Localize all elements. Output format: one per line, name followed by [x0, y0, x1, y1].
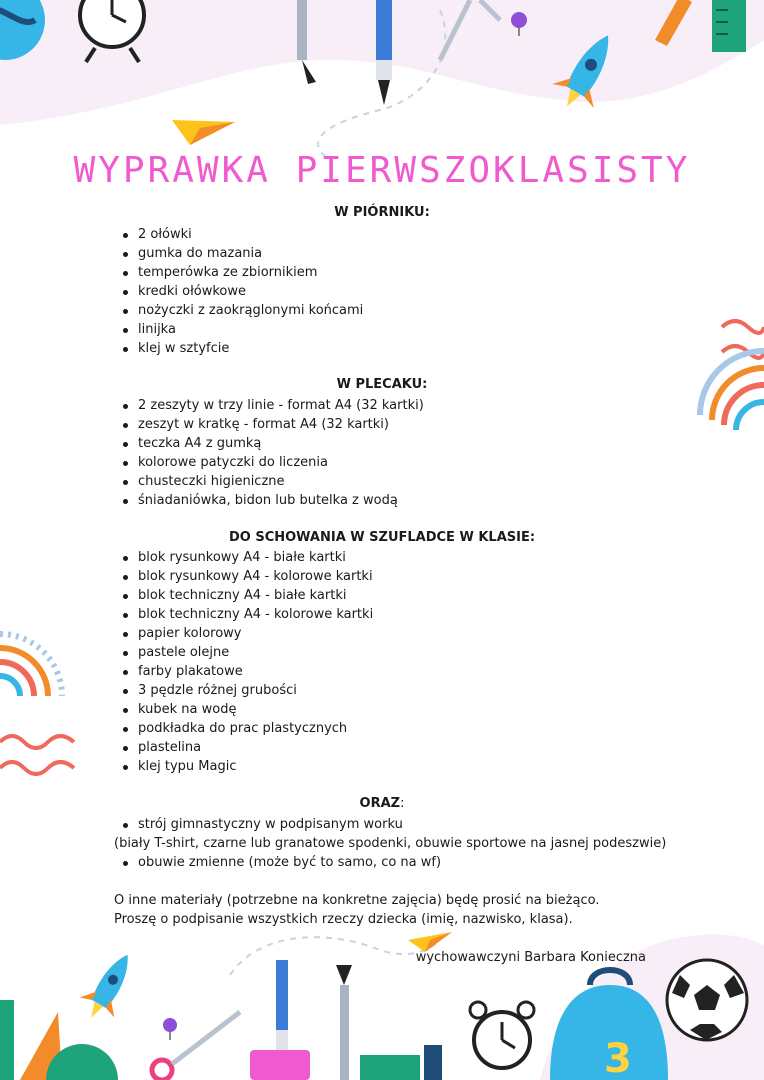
list-item: śniadaniówka, bidon lub butelka z wodą — [120, 491, 424, 510]
list-item: 2 zeszyty w trzy linie - format A4 (32 kartki) — [120, 396, 424, 415]
alarm-clock-icon-bottom — [470, 1002, 534, 1068]
list-item: 2 ołówki — [120, 225, 363, 244]
section-heading-plecak: W PLECAKU: — [336, 377, 428, 392]
list-item: teczka A4 z gumką — [120, 434, 424, 453]
oraz-heading-text: ORAZ — [359, 796, 401, 811]
wave-decoration-left — [0, 736, 74, 774]
rocket-icon-bottom — [74, 945, 145, 1028]
list-item: zeszyt w kratkę - format A4 (32 kartki) — [120, 415, 424, 434]
section-heading-piornik: W PIÓRNIKU: — [334, 205, 430, 220]
oraz-colon: : — [400, 796, 405, 811]
paintbrush-icon-bottom — [336, 965, 352, 1080]
list-oraz-2 — [120, 853, 441, 872]
note-labeling: Proszę o podpisanie wszystkich rzeczy dziecka (imię, nazwisko, klasa). — [114, 912, 573, 927]
list-item: farby plakatowe — [120, 662, 373, 681]
gym-clothes-note: (biały T-shirt, czarne lub granatowe spodenki, obuwie sportowe na jasnej podeszwie) — [114, 836, 667, 851]
list-item: nożyczki z zaokrąglonymi końcami — [120, 301, 363, 320]
list-item: plastelina — [120, 738, 373, 757]
list-item: podkładka do prac plastycznych — [120, 719, 373, 738]
list-oraz-1 — [120, 815, 403, 834]
glue-icon — [424, 1045, 442, 1080]
rainbow-left — [0, 634, 62, 696]
list-item: strój gimnastyczny w podpisanym worku — [120, 815, 403, 834]
list-item: 3 pędzle różnej grubości — [120, 681, 373, 700]
list-item: blok rysunkowy A4 - kolorowe kartki — [120, 567, 373, 586]
svg-text:3: 3 — [604, 1036, 632, 1080]
ruler-icon-bottom — [0, 1000, 14, 1080]
book-icon — [360, 1055, 420, 1080]
note-materials: O inne materiały (potrzebne na konkretne zajęcia) będę prosić na bieżąco. — [114, 893, 600, 908]
eraser-icon — [250, 1050, 310, 1080]
ruler-icon — [712, 0, 746, 52]
list-piornik — [120, 225, 363, 358]
list-item: klej typu Magic — [120, 757, 373, 776]
section-heading-oraz — [0, 796, 764, 811]
list-item: blok techniczny A4 - kolorowe kartki — [120, 605, 373, 624]
list-plecak — [120, 396, 424, 510]
list-item: klej w sztyfcie — [120, 339, 363, 358]
pushpin-icon-bottom — [163, 1018, 177, 1040]
list-item: papier kolorowy — [120, 624, 373, 643]
list-item: gumka do mazania — [120, 244, 363, 263]
list-item: kredki ołówkowe — [120, 282, 363, 301]
list-szuflada — [120, 548, 373, 776]
list-item: kubek na wodę — [120, 700, 373, 719]
signature: wychowawczyni Barbara Konieczna — [415, 950, 646, 965]
list-item: kolorowe patyczki do liczenia — [120, 453, 424, 472]
soccer-ball-icon — [667, 960, 747, 1040]
list-item: pastele olejne — [120, 643, 373, 662]
dashed-trail-bottom — [230, 937, 440, 975]
list-item: obuwie zmienne (może być to samo, co na wf) — [120, 853, 441, 872]
paper-plane-icon — [172, 120, 235, 145]
list-item: chusteczki higieniczne — [120, 472, 424, 491]
section-heading-szuflada: DO SCHOWANIA W SZUFLADCE W KLASIE: — [228, 530, 536, 545]
list-item: linijka — [120, 320, 363, 339]
marker-icon — [376, 0, 392, 105]
list-item: temperówka ze zbiornikiem — [120, 263, 363, 282]
list-item: blok rysunkowy A4 - białe kartki — [120, 548, 373, 567]
page-title: WYPRAWKA PIERWSZOKLASISTY — [73, 150, 691, 191]
list-item: blok techniczny A4 - białe kartki — [120, 586, 373, 605]
